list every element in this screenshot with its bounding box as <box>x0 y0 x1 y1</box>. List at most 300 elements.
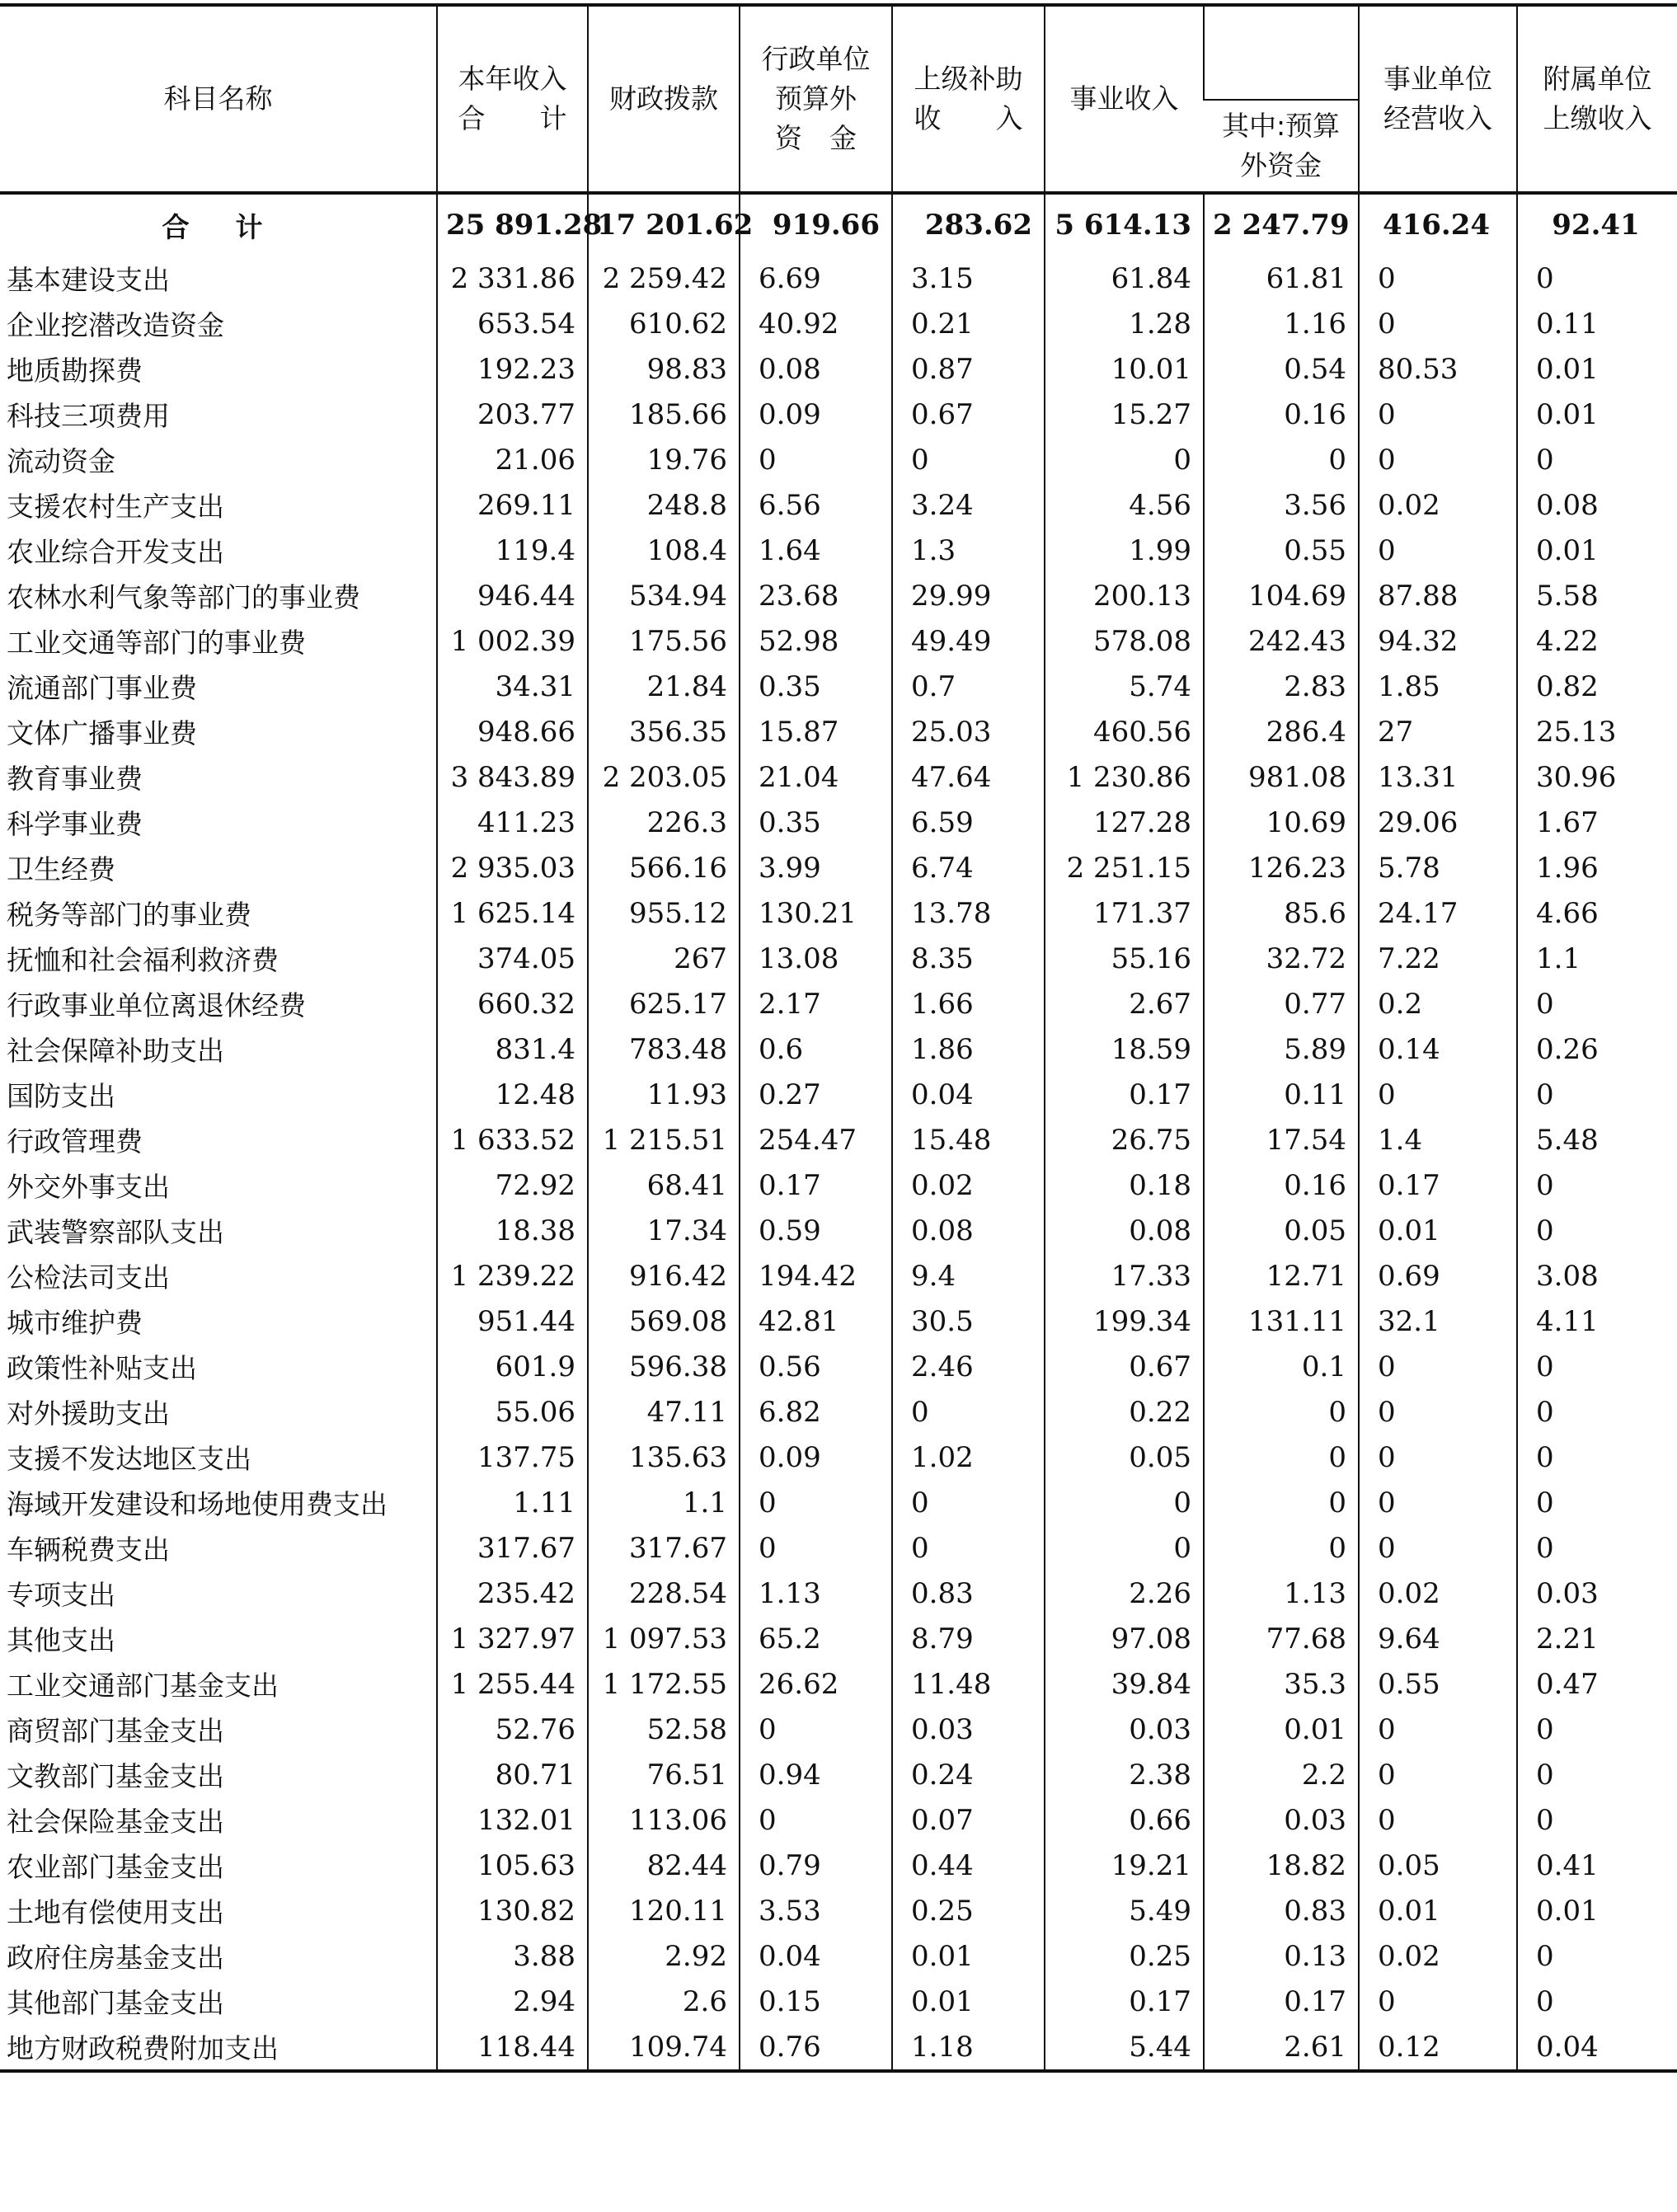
table-row <box>0 1117 1677 1162</box>
table-row <box>0 1525 1677 1571</box>
table-cell: 3.99 <box>740 845 892 890</box>
row-subject-name: 税务等部门的事业费 <box>7 899 251 931</box>
table-cell: 0 <box>1359 1389 1517 1435</box>
table-cell: 0 <box>892 1480 1045 1525</box>
table-cell: 0.26 <box>1517 1026 1677 1072</box>
table-cell: 0.83 <box>1204 1888 1359 1933</box>
row-subject-name: 社会保险基金支出 <box>7 1806 224 1838</box>
table-cell: 9.64 <box>1359 1616 1517 1661</box>
table-cell: 5.48 <box>1517 1117 1677 1162</box>
table-cell: 175.56 <box>588 618 740 664</box>
table-cell: 1.66 <box>892 981 1045 1026</box>
table-cell: 0 <box>892 437 1045 482</box>
table-row <box>0 1616 1677 1661</box>
table-cell: 0.67 <box>892 392 1045 437</box>
row-subject-name: 地质勘探费 <box>7 355 143 387</box>
table-cell: 13.31 <box>1359 754 1517 800</box>
table-cell: 1.96 <box>1517 845 1677 890</box>
table-cell: 0 <box>1517 1933 1677 1979</box>
table-cell: 981.08 <box>1204 754 1359 800</box>
table-cell: 4.56 <box>1045 482 1204 528</box>
table-cell: 12.71 <box>1204 1253 1359 1299</box>
table-cell: 4.22 <box>1517 618 1677 664</box>
table-cell: 1.13 <box>1204 1571 1359 1616</box>
table-row <box>0 1797 1677 1843</box>
header-superior-subsidy: 上级补助 收 入 <box>892 5 1045 193</box>
table-row <box>0 754 1677 800</box>
table-cell: 10.69 <box>1204 800 1359 845</box>
table-row <box>0 437 1677 482</box>
table-cell: 0.66 <box>1045 1797 1204 1843</box>
row-subject-name: 土地有偿使用支出 <box>7 1896 224 1928</box>
table-cell: 228.54 <box>588 1571 740 1616</box>
table-cell: 0.56 <box>740 1344 892 1389</box>
table-cell: 21.06 <box>437 437 588 482</box>
table-cell: 254.47 <box>740 1117 892 1162</box>
table-cell: 0 <box>1517 1979 1677 2024</box>
table-cell: 130.21 <box>740 890 892 936</box>
table-cell: 0.17 <box>1045 1979 1204 2024</box>
table-cell: 569.08 <box>588 1299 740 1344</box>
table-cell: 0.08 <box>740 346 892 392</box>
table-cell: 2.94 <box>437 1979 588 2024</box>
table-cell: 0 <box>1517 1208 1677 1253</box>
table-cell: 2.26 <box>1045 1571 1204 1616</box>
table-cell: 94.32 <box>1359 618 1517 664</box>
table-cell: 137.75 <box>437 1435 588 1480</box>
table-cell: 0.6 <box>740 1026 892 1072</box>
row-subject-name: 商贸部门基金支出 <box>7 1715 224 1747</box>
table-cell: 98.83 <box>588 346 740 392</box>
table-cell: 1.13 <box>740 1571 892 1616</box>
table-cell: 0.67 <box>1045 1344 1204 1389</box>
total-cell: 416.24 <box>1359 193 1517 256</box>
table-cell: 19.21 <box>1045 1843 1204 1888</box>
table-cell: 3.56 <box>1204 482 1359 528</box>
table-cell: 2 203.05 <box>588 754 740 800</box>
table-body <box>0 193 1677 2071</box>
table-cell: 18.38 <box>437 1208 588 1253</box>
table-cell: 0 <box>1359 1435 1517 1480</box>
table-cell: 411.23 <box>437 800 588 845</box>
table-cell: 135.63 <box>588 1435 740 1480</box>
table-cell: 30.5 <box>892 1299 1045 1344</box>
table-cell: 17.33 <box>1045 1253 1204 1299</box>
table-row <box>0 709 1677 754</box>
table-cell: 52.98 <box>740 618 892 664</box>
table-cell: 21.84 <box>588 664 740 709</box>
table-cell: 0.05 <box>1045 1435 1204 1480</box>
table-cell: 0.15 <box>740 1979 892 2024</box>
table-cell: 0 <box>1359 1979 1517 2024</box>
table-row <box>0 392 1677 437</box>
table-cell: 0.02 <box>1359 1933 1517 1979</box>
table-cell: 0.01 <box>1359 1208 1517 1253</box>
row-subject-name: 农业综合开发支出 <box>7 536 224 568</box>
row-subject-name: 政策性补贴支出 <box>7 1352 197 1384</box>
table-cell: 3.24 <box>892 482 1045 528</box>
table-cell: 0.83 <box>892 1571 1045 1616</box>
table-cell: 97.08 <box>1045 1616 1204 1661</box>
table-cell: 0.54 <box>1204 346 1359 392</box>
row-subject-name: 文体广播事业费 <box>7 717 197 749</box>
table-cell: 0.11 <box>1204 1072 1359 1117</box>
table-row <box>0 1162 1677 1208</box>
table-cell: 29.99 <box>892 573 1045 618</box>
table-row <box>0 2024 1677 2071</box>
row-subject-name: 其他支出 <box>7 1624 115 1656</box>
table-cell: 0 <box>892 1525 1045 1571</box>
table-cell: 0.16 <box>1204 392 1359 437</box>
table-cell: 0.07 <box>892 1797 1045 1843</box>
table-cell: 0 <box>892 1389 1045 1435</box>
table-cell: 0.94 <box>740 1752 892 1797</box>
header-budget-extra-funds: 其中:预算 外资金 <box>1204 100 1359 193</box>
table-cell: 0 <box>1204 1389 1359 1435</box>
table-cell: 34.31 <box>437 664 588 709</box>
row-subject-name: 专项支出 <box>7 1579 115 1611</box>
table-cell: 1 215.51 <box>588 1117 740 1162</box>
table-header <box>0 5 1677 193</box>
table-cell: 1 625.14 <box>437 890 588 936</box>
table-cell: 108.4 <box>588 528 740 573</box>
table-cell: 1 633.52 <box>437 1117 588 1162</box>
table-cell: 946.44 <box>437 573 588 618</box>
table-cell: 0 <box>1359 1344 1517 1389</box>
table-cell: 130.82 <box>437 1888 588 1933</box>
table-row <box>0 1389 1677 1435</box>
table-row <box>0 890 1677 936</box>
table-cell: 1.1 <box>588 1480 740 1525</box>
table-cell: 11.48 <box>892 1661 1045 1707</box>
table-cell: 0.76 <box>740 2024 892 2071</box>
table-cell: 12.48 <box>437 1072 588 1117</box>
table-cell: 1.16 <box>1204 301 1359 346</box>
table-cell: 39.84 <box>1045 1661 1204 1707</box>
table-cell: 610.62 <box>588 301 740 346</box>
row-subject-name: 科技三项费用 <box>7 400 170 432</box>
table-cell: 625.17 <box>588 981 740 1026</box>
table-cell: 0.01 <box>1517 346 1677 392</box>
table-row <box>0 845 1677 890</box>
table-cell: 55.06 <box>437 1389 588 1435</box>
table-cell: 0.01 <box>1204 1707 1359 1752</box>
table-cell: 0 <box>1045 1480 1204 1525</box>
table-cell: 77.68 <box>1204 1616 1359 1661</box>
table-row <box>0 618 1677 664</box>
table-cell: 0.24 <box>892 1752 1045 1797</box>
table-cell: 8.79 <box>892 1616 1045 1661</box>
table-cell: 68.41 <box>588 1162 740 1208</box>
table-cell: 0.05 <box>1204 1208 1359 1253</box>
table-cell: 192.23 <box>437 346 588 392</box>
table-cell: 18.82 <box>1204 1843 1359 1888</box>
table-cell: 15.48 <box>892 1117 1045 1162</box>
table-cell: 1.28 <box>1045 301 1204 346</box>
total-cell: 283.62 <box>892 193 1045 256</box>
table-cell: 49.49 <box>892 618 1045 664</box>
table-cell: 951.44 <box>437 1299 588 1344</box>
table-cell: 0.01 <box>892 1979 1045 2024</box>
table-cell: 0 <box>1517 1344 1677 1389</box>
table-cell: 0.01 <box>1517 392 1677 437</box>
table-cell: 0.47 <box>1517 1661 1677 1707</box>
table-cell: 2.17 <box>740 981 892 1026</box>
table-cell: 0.02 <box>1359 1571 1517 1616</box>
header-affiliated-income: 附属单位 上缴收入 <box>1517 5 1677 193</box>
table-cell: 0 <box>1517 1072 1677 1117</box>
table-cell: 5.89 <box>1204 1026 1359 1072</box>
table-cell: 200.13 <box>1045 573 1204 618</box>
table-cell: 534.94 <box>588 573 740 618</box>
table-cell: 5.58 <box>1517 573 1677 618</box>
table-cell: 6.74 <box>892 845 1045 890</box>
row-subject-name: 支援不发达地区支出 <box>7 1443 251 1475</box>
table-cell: 0.12 <box>1359 2024 1517 2071</box>
row-subject-name: 对外援助支出 <box>7 1397 170 1430</box>
table-cell: 2.46 <box>892 1344 1045 1389</box>
table-cell: 21.04 <box>740 754 892 800</box>
table-cell: 0.08 <box>1517 482 1677 528</box>
header-fiscal-appropriation: 财政拨款 <box>588 5 740 193</box>
table-cell: 27 <box>1359 709 1517 754</box>
table-row <box>0 1072 1677 1117</box>
header-annual-total: 本年收入 合 计 <box>437 5 588 193</box>
table-cell: 0 <box>1517 1525 1677 1571</box>
table-cell: 1 327.97 <box>437 1616 588 1661</box>
table-cell: 26.75 <box>1045 1117 1204 1162</box>
table-cell: 0 <box>1517 1389 1677 1435</box>
total-row <box>0 193 1677 256</box>
table-cell: 0 <box>1517 981 1677 1026</box>
table-cell: 831.4 <box>437 1026 588 1072</box>
table-cell: 199.34 <box>1045 1299 1204 1344</box>
table-cell: 104.69 <box>1204 573 1359 618</box>
table-cell: 578.08 <box>1045 618 1204 664</box>
table-row <box>0 1843 1677 1888</box>
row-subject-name: 支援农村生产支出 <box>7 491 224 523</box>
table-cell: 35.3 <box>1204 1661 1359 1707</box>
table-cell: 0 <box>1359 392 1517 437</box>
row-subject-name: 行政事业单位离退休经费 <box>7 989 306 1021</box>
table-cell: 15.87 <box>740 709 892 754</box>
table-cell: 55.16 <box>1045 936 1204 981</box>
table-cell: 9.4 <box>892 1253 1045 1299</box>
table-cell: 2 331.86 <box>437 256 588 301</box>
table-cell: 3.08 <box>1517 1253 1677 1299</box>
table-cell: 2.38 <box>1045 1752 1204 1797</box>
table-cell: 0.17 <box>1204 1979 1359 2024</box>
table-cell: 0.01 <box>1517 1888 1677 1933</box>
table-cell: 2.6 <box>588 1979 740 2024</box>
table-cell: 0.04 <box>1517 2024 1677 2071</box>
table-cell: 5.44 <box>1045 2024 1204 2071</box>
table-row <box>0 1344 1677 1389</box>
table-cell: 1.11 <box>437 1480 588 1525</box>
table-row <box>0 1707 1677 1752</box>
row-subject-name: 政府住房基金支出 <box>7 1942 224 1974</box>
table-cell: 0 <box>740 1525 892 1571</box>
table-cell: 0.41 <box>1517 1843 1677 1888</box>
table-cell: 1.99 <box>1045 528 1204 573</box>
table-cell: 0 <box>1204 1435 1359 1480</box>
table-cell: 0.01 <box>1359 1888 1517 1933</box>
table-cell: 0.25 <box>1045 1933 1204 1979</box>
row-subject-name: 流动资金 <box>7 445 115 477</box>
table-cell: 24.17 <box>1359 890 1517 936</box>
table-row <box>0 1661 1677 1707</box>
table-cell: 76.51 <box>588 1752 740 1797</box>
table-cell: 0 <box>1359 1797 1517 1843</box>
table-row <box>0 936 1677 981</box>
table-cell: 0 <box>1517 1435 1677 1480</box>
header-business-income: 事业收入 <box>1045 5 1204 193</box>
table-cell: 0.21 <box>892 301 1045 346</box>
table-row <box>0 1208 1677 1253</box>
table-cell: 5.74 <box>1045 664 1204 709</box>
table-cell: 32.1 <box>1359 1299 1517 1344</box>
table-cell: 0.69 <box>1359 1253 1517 1299</box>
table-cell: 248.8 <box>588 482 740 528</box>
table-cell: 0.16 <box>1204 1162 1359 1208</box>
table-row <box>0 664 1677 709</box>
table-cell: 1 230.86 <box>1045 754 1204 800</box>
table-cell: 0.35 <box>740 664 892 709</box>
table-cell: 109.74 <box>588 2024 740 2071</box>
table-cell: 1 255.44 <box>437 1661 588 1707</box>
table-cell: 3.53 <box>740 1888 892 1933</box>
table-cell: 783.48 <box>588 1026 740 1072</box>
table-cell: 0.03 <box>1517 1571 1677 1616</box>
table-cell: 566.16 <box>588 845 740 890</box>
table-cell: 26.62 <box>740 1661 892 1707</box>
table-cell: 85.6 <box>1204 890 1359 936</box>
table-cell: 0.03 <box>1045 1707 1204 1752</box>
row-subject-name: 城市维护费 <box>7 1307 143 1339</box>
table-cell: 0.77 <box>1204 981 1359 1026</box>
table-cell: 17.54 <box>1204 1117 1359 1162</box>
table-cell: 1 097.53 <box>588 1616 740 1661</box>
table-cell: 0.04 <box>892 1072 1045 1117</box>
row-subject-name: 外交外事支出 <box>7 1171 170 1203</box>
table-cell: 6.59 <box>892 800 1045 845</box>
total-label: 合计 <box>0 193 437 256</box>
table-cell: 171.37 <box>1045 890 1204 936</box>
table-cell: 317.67 <box>588 1525 740 1571</box>
table-cell: 0.59 <box>740 1208 892 1253</box>
row-subject-name: 海域开发建设和场地使用费支出 <box>7 1488 388 1520</box>
table-cell: 15.27 <box>1045 392 1204 437</box>
table-cell: 0.22 <box>1045 1389 1204 1435</box>
table-cell: 10.01 <box>1045 346 1204 392</box>
table-cell: 65.2 <box>740 1616 892 1661</box>
table-row <box>0 482 1677 528</box>
table-cell: 0.17 <box>1045 1072 1204 1117</box>
table-row <box>0 1253 1677 1299</box>
table-cell: 0 <box>1359 301 1517 346</box>
table-cell: 286.4 <box>1204 709 1359 754</box>
table-cell: 0 <box>1359 1525 1517 1571</box>
table-cell: 3.88 <box>437 1933 588 1979</box>
row-subject-name: 武装警察部队支出 <box>7 1216 224 1248</box>
table-cell: 0.82 <box>1517 664 1677 709</box>
table-cell: 0 <box>1359 256 1517 301</box>
table-cell: 1.3 <box>892 528 1045 573</box>
row-subject-name: 车辆税费支出 <box>7 1533 170 1566</box>
table-cell: 0.02 <box>892 1162 1045 1208</box>
row-subject-name: 抚恤和社会福利救济费 <box>7 944 279 976</box>
table-cell: 7.22 <box>1359 936 1517 981</box>
table-row <box>0 256 1677 301</box>
table-cell: 0 <box>1517 256 1677 301</box>
row-subject-name: 教育事业费 <box>7 763 143 795</box>
table-cell: 0.79 <box>740 1843 892 1888</box>
total-cell: 5 614.13 <box>1045 193 1204 256</box>
header-spacer <box>1204 5 1359 100</box>
table-cell: 1.67 <box>1517 800 1677 845</box>
table-row <box>0 1752 1677 1797</box>
table-cell: 242.43 <box>1204 618 1359 664</box>
table-cell: 194.42 <box>740 1253 892 1299</box>
table-cell: 0 <box>1517 1797 1677 1843</box>
table-cell: 23.68 <box>740 573 892 618</box>
table-cell: 87.88 <box>1359 573 1517 618</box>
table-cell: 0 <box>1045 1525 1204 1571</box>
table-cell: 52.58 <box>588 1707 740 1752</box>
table-cell: 0.01 <box>1517 528 1677 573</box>
row-subject-name: 工业交通等部门的事业费 <box>7 627 306 659</box>
table-cell: 1.86 <box>892 1026 1045 1072</box>
table-row <box>0 301 1677 346</box>
table-cell: 596.38 <box>588 1344 740 1389</box>
table-cell: 0.14 <box>1359 1026 1517 1072</box>
table-cell: 11.93 <box>588 1072 740 1117</box>
row-subject-name: 流通部门事业费 <box>7 672 197 704</box>
row-subject-name: 农业部门基金支出 <box>7 1851 224 1883</box>
table-cell: 0.11 <box>1517 301 1677 346</box>
table-cell: 660.32 <box>437 981 588 1026</box>
table-cell: 13.78 <box>892 890 1045 936</box>
table-cell: 42.81 <box>740 1299 892 1344</box>
table-cell: 0.01 <box>892 1933 1045 1979</box>
total-cell: 92.41 <box>1517 193 1677 256</box>
table-cell: 0.03 <box>1204 1797 1359 1843</box>
row-subject-name: 企业挖潜改造资金 <box>7 309 224 341</box>
table-cell: 0.02 <box>1359 482 1517 528</box>
table-cell: 105.63 <box>437 1843 588 1888</box>
table-cell: 0.04 <box>740 1933 892 1979</box>
table-cell: 356.35 <box>588 709 740 754</box>
row-subject-name: 社会保障补助支出 <box>7 1035 224 1067</box>
table-cell: 2.2 <box>1204 1752 1359 1797</box>
table-row <box>0 346 1677 392</box>
table-cell: 2 251.15 <box>1045 845 1204 890</box>
table-cell: 0.55 <box>1359 1661 1517 1707</box>
row-subject-name: 卫生经费 <box>7 853 115 885</box>
table-cell: 185.66 <box>588 392 740 437</box>
row-subject-name: 科学事业费 <box>7 808 143 840</box>
total-cell: 17 201.62 <box>588 193 740 256</box>
table-cell: 0 <box>1359 1480 1517 1525</box>
table-cell: 948.66 <box>437 709 588 754</box>
header-operating-income: 事业单位 经营收入 <box>1359 5 1517 193</box>
table-row <box>0 1435 1677 1480</box>
row-subject-name: 行政管理费 <box>7 1125 143 1158</box>
table-cell: 0.09 <box>740 392 892 437</box>
table-cell: 226.3 <box>588 800 740 845</box>
table-cell: 0.27 <box>740 1072 892 1117</box>
table-cell: 1 172.55 <box>588 1661 740 1707</box>
